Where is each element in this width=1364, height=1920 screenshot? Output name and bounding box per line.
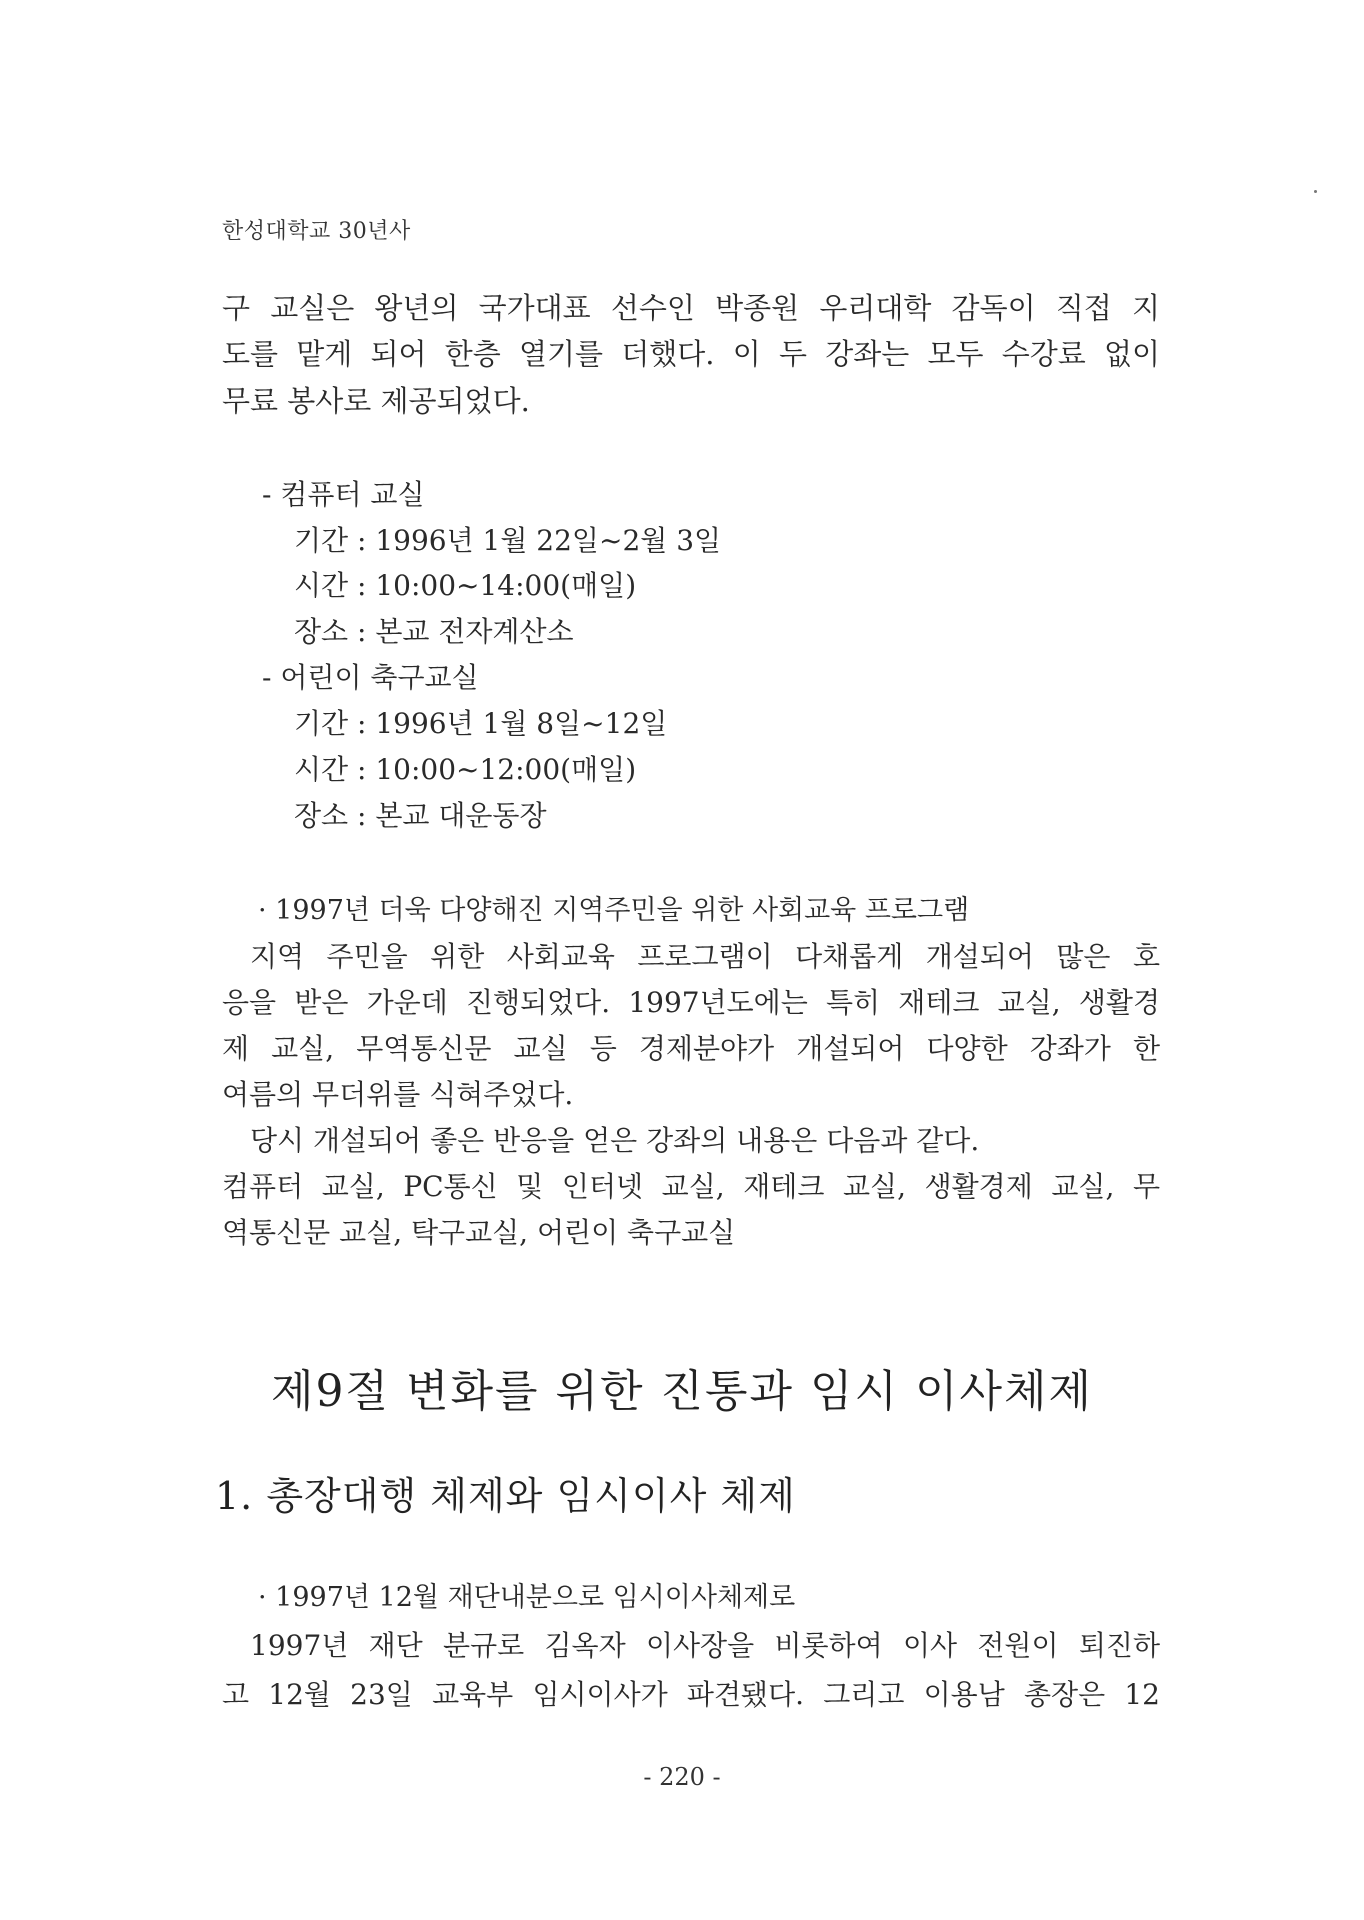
paragraph-line: 여름의 무더위를 식혀주었다. xyxy=(222,1078,574,1111)
page-number: - 220 - xyxy=(643,1763,721,1791)
paragraph-line: 역통신문 교실, 탁구교실, 어린이 축구교실 xyxy=(222,1216,736,1249)
bullet-heading: · 1997년 더욱 다양해진 지역주민을 위한 사회교육 프로그램 xyxy=(258,895,970,926)
program-time: 시간 : 10:00~12:00(매일) xyxy=(294,753,637,786)
paragraph-line: 1997년 재단 분규로 김옥자 이사장을 비롯하여 이사 전원이 퇴진하 xyxy=(250,1629,1160,1662)
bullet-heading: · 1997년 12월 재단내분으로 임시이사체제로 xyxy=(258,1582,796,1613)
paragraph-line: 제 교실, 무역통신문 교실 등 경제분야가 개설되어 다양한 강좌가 한 xyxy=(222,1032,1160,1065)
paragraph-line: 컴퓨터 교실, PC통신 및 인터넷 교실, 재테크 교실, 생활경제 교실, 무 xyxy=(222,1170,1160,1203)
program-period: 기간 : 1996년 1월 22일~2월 3일 xyxy=(294,524,722,557)
section-title: 제9절 변화를 위한 진통과 임시 이사체제 xyxy=(271,1366,1093,1417)
program-time: 시간 : 10:00~14:00(매일) xyxy=(294,569,637,602)
program-place: 장소 : 본교 전자계산소 xyxy=(294,615,574,648)
scan-speck xyxy=(1314,190,1317,193)
paragraph-line: 당시 개설되어 좋은 반응을 얻은 강좌의 내용은 다음과 같다. xyxy=(250,1124,980,1157)
paragraph-line: 응을 받은 가운데 진행되었다. 1997년도에는 특히 재테크 교실, 생활경 xyxy=(222,986,1160,1019)
program-place: 장소 : 본교 대운동장 xyxy=(294,799,547,832)
program-title-computer: - 컴퓨터 교실 xyxy=(262,478,425,511)
paragraph-line: 도를 맡게 되어 한층 열기를 더했다. 이 두 강좌는 모두 수강료 없이 xyxy=(222,337,1160,371)
running-header: 한성대학교 30년사 xyxy=(222,219,411,244)
subsection-title: 1. 총장대행 체제와 임시이사 체제 xyxy=(215,1474,796,1518)
paragraph-line: 구 교실은 왕년의 국가대표 선수인 박종원 우리대학 감독이 직접 지 xyxy=(222,291,1160,325)
paragraph-line: 지역 주민을 위한 사회교육 프로그램이 다채롭게 개설되어 많은 호 xyxy=(250,940,1160,973)
paragraph-line: 무료 봉사로 제공되었다. xyxy=(222,384,530,418)
program-title-soccer: - 어린이 축구교실 xyxy=(262,661,479,694)
paragraph-line: 고 12월 23일 교육부 임시이사가 파견됐다. 그리고 이용남 총장은 12 xyxy=(222,1678,1160,1711)
program-period: 기간 : 1996년 1월 8일~12일 xyxy=(294,707,668,740)
